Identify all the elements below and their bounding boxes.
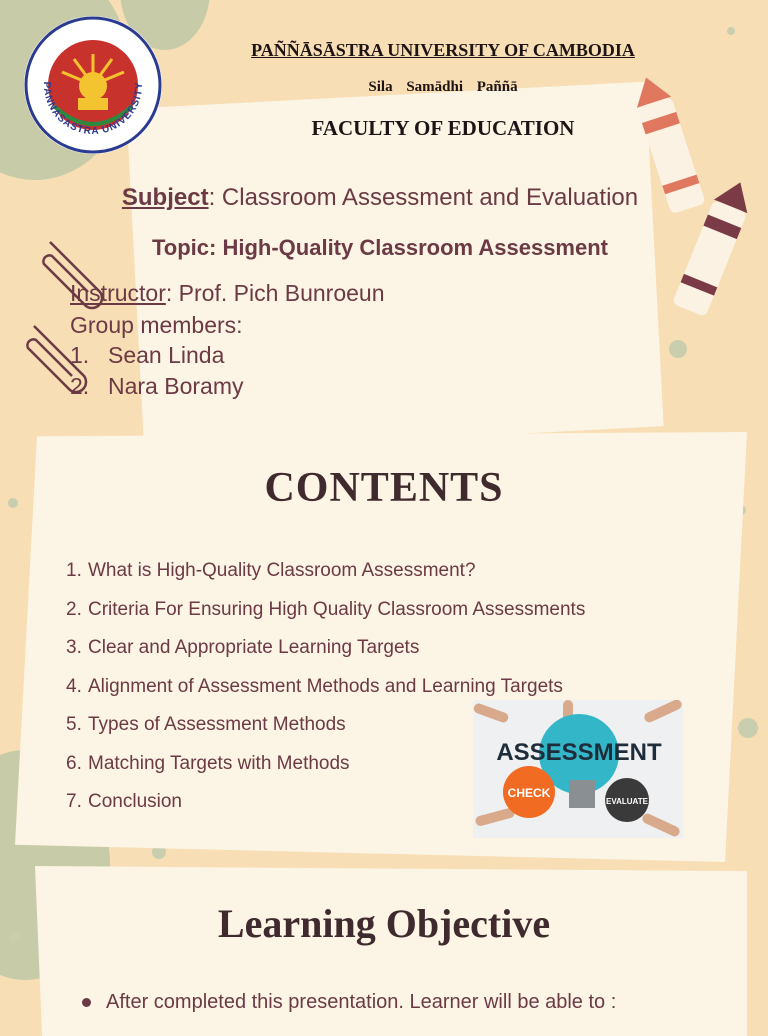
contents-title: CONTENTS	[264, 465, 504, 511]
list-item: 5. Types of Assessment Methods	[66, 714, 346, 735]
group-members-list	[70, 342, 243, 404]
decor-dot	[738, 718, 758, 738]
instructor-value: : Prof. Pich Bunroeun	[165, 280, 385, 306]
subject-label: Subject	[121, 184, 209, 211]
assessment-image	[473, 700, 683, 838]
list-item: 6. Matching Targets with Methods	[66, 752, 350, 774]
instructor-label: Instructor	[70, 280, 166, 306]
list-item: 4. Alignment of Assessment Methods and Learning Targets	[66, 675, 563, 697]
faculty-name: FACULTY OF EDUCATION	[311, 116, 575, 140]
subject-value: : Classroom Assessment and Evaluation	[208, 184, 639, 211]
svg-text:CHECK: CHECK	[507, 786, 551, 800]
list-item: 7. Conclusion	[66, 791, 182, 812]
bullet-icon	[82, 998, 91, 1007]
list-item: 3. Clear and Appropriate Learning Targets	[66, 637, 420, 658]
topic-line: Topic: High-Quality Classroom Assessment	[152, 235, 608, 260]
list-item: 2. Nara Boramy	[70, 373, 244, 399]
decor-dot	[669, 340, 687, 358]
learning-objective-text: After completed this presentation. Learner will be able to :	[106, 991, 617, 1013]
instructor-line	[70, 280, 385, 307]
decor-dot	[727, 27, 735, 35]
list-item: 1. What is High-Quality Classroom Assessment?	[66, 560, 476, 581]
list-item: 1. Sean Linda	[70, 342, 225, 368]
university-name: PAÑÑĀSĀSTRA UNIVERSITY OF CAMBODIA	[251, 40, 635, 60]
svg-text:EVALUATE: EVALUATE	[606, 797, 648, 806]
assessment-illustration	[473, 700, 683, 838]
svg-text:PANNASASTRA UNIVERSITY: PANNASASTRA UNIVERSITY	[40, 81, 146, 138]
university-seal-logo	[22, 14, 164, 156]
svg-text:ASSESSMENT: ASSESSMENT	[496, 739, 662, 766]
group-members-label: Group members:	[70, 312, 243, 338]
list-item: 2. Criteria For Ensuring High Quality Classroom Assessments	[66, 598, 586, 620]
learning-objective-title: Learning Objective	[217, 901, 551, 946]
university-motto: Sila Samādhi Paññā	[368, 79, 518, 95]
subject-line	[60, 184, 700, 212]
